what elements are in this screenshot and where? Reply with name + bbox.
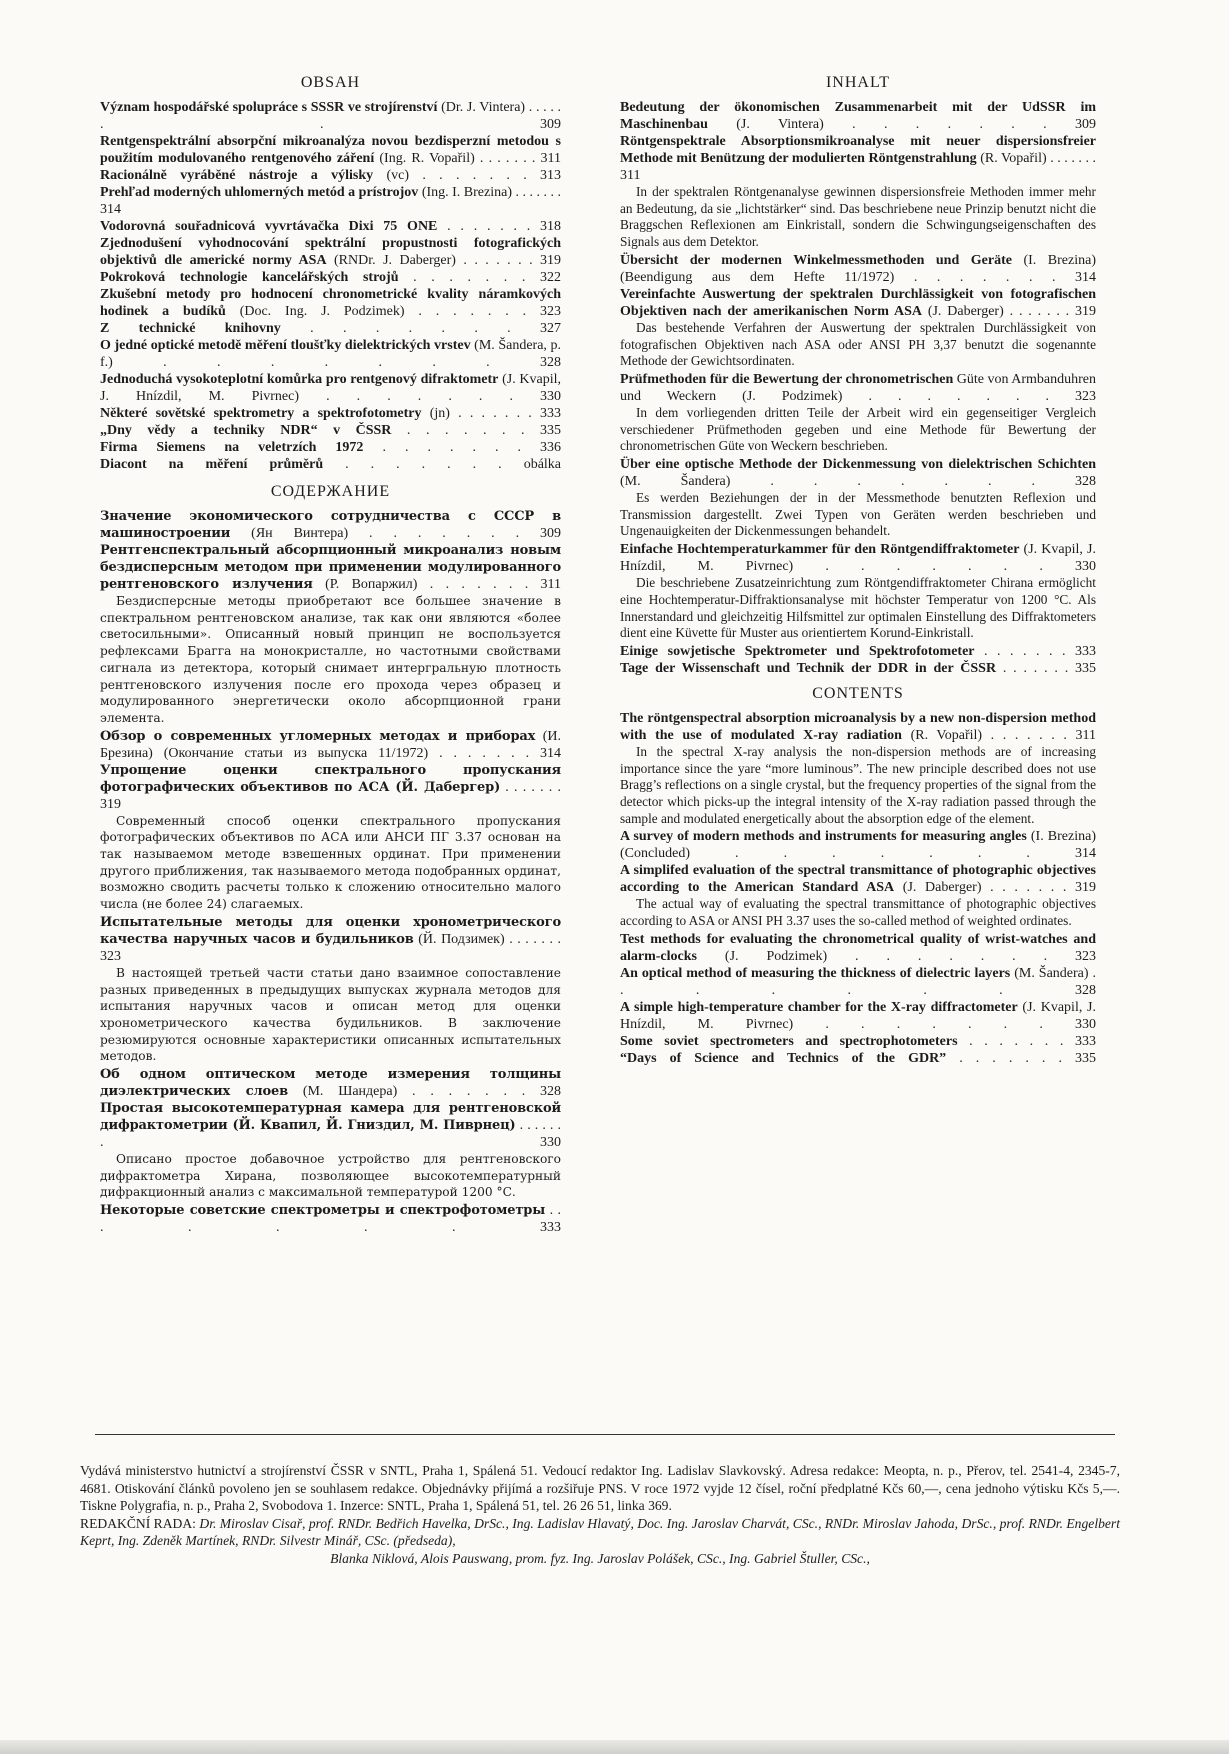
toc-entry-page: 314 bbox=[100, 202, 121, 217]
toc-entry-author: (M. Šandera, p. f.) bbox=[100, 338, 562, 370]
toc-entry: Z technické knihovny . . . . . . . 327 bbox=[100, 321, 561, 336]
toc-entry: Некоторые советские спектрометры и спектрофотометры . . . . . . . 333 bbox=[100, 1203, 562, 1236]
toc-entry-title: Z technické knihovny bbox=[100, 321, 281, 336]
toc-entry-page: 335 bbox=[540, 423, 562, 438]
toc-entry-abstract: Бездисперсные методы приобретают все большее значение в спектральном рентгеновском анализе, так как они являются «более светосильными». Описанный новый принцип не воспользуется рефлексами Брагга на монокристалле, но частотными свойствами сигнала из детектора, который снимает интергральную плотность рентгеновского излучения после его прохода через образец и модулированного энергетически около абсорпционной грани элемента. bbox=[100, 594, 561, 725]
toc-entry-title: Vereinfachte Auswertung der spektralen Durchlässigkeit von fotografischen Objektiven nach der amerikanischen Norm ASA bbox=[620, 286, 1096, 319]
toc-entry-page: 319 bbox=[1075, 880, 1097, 896]
toc-entry-page: 335 bbox=[1075, 1050, 1097, 1066]
contents-heading: CONTENTS bbox=[812, 684, 904, 702]
ru-list bbox=[100, 508, 561, 1236]
toc-entry: Vodorovná souřadnicová vyvrtávačka Dixi 75 ONE . . . . . . . 318 bbox=[100, 219, 562, 234]
toc-entry-title: „Dny vědy a techniky NDR“ v ČSSR bbox=[100, 423, 392, 438]
toc-entry-title: Упрощение оценки спектрального пропускания фотографических объективов по АСА (Й. Дабергер) bbox=[100, 762, 561, 795]
toc-entry-abstract: In dem vorliegenden dritten Teile der Arbeit wird ein gegenseitiger Vergleich verschiedener Prüfmethoden gegeben und eine Methode für Bewertung der chronometrischen Güte von Weckern beschrieben. bbox=[620, 404, 1096, 454]
toc-entry-author: (jn) bbox=[429, 406, 450, 421]
toc-entry: Racionálně vyráběné nástroje a výlisky (vc) . . . . . . . 313 bbox=[100, 168, 562, 183]
toc-entry: Firma Siemens na veletrzích 1972 . . . . . . . 336 bbox=[100, 440, 561, 455]
inhalt-heading: INHALT bbox=[825, 74, 891, 91]
toc-entry-abstract: In the spectral X-ray analysis the non-dispersion methods are of increasing importance since the yare “more luminous”. The new principle described does not use Bragg’s reflections on a single crystal, but the frequency properties of the signal from the detector which picks-up the integral intensity of the X-ray radiation passed through the sample and modulated energetically about the absorption edge of the element. bbox=[620, 743, 1096, 826]
toc-entry: Rentgenspektrální absorpční mikroanalýza novou bezdisperzní metodou s použitím modulovaného rentgenového záření (Ing. R. Vopařil) . . . . . . . 311 bbox=[100, 134, 562, 166]
toc-entry-title: Vodorovná souřadnicová vyvrtávačka Dixi 75 ONE bbox=[100, 219, 438, 234]
toc-entry: Tage der Wissenschaft und Technik der DDR in der ČSSR . . . . . . . 335 bbox=[620, 660, 1097, 676]
toc-entry: Рентгенспектральный абсорпционный микроанализ новым бездисперсным методом при применении модулированного рентгеновского излучения (Р. Вопаржил) . . . . . . . 311 bbox=[100, 543, 562, 592]
toc-entry-page: 328 bbox=[540, 1084, 561, 1100]
toc-entry-author: (Doc. Ing. J. Podzimek) bbox=[239, 304, 405, 319]
toc-entry-page: 333 bbox=[540, 1220, 561, 1236]
toc-entry-author: (М. Шандера) bbox=[302, 1084, 398, 1100]
toc-entry-title: O jedné optické metodě měření tloušťky dielektrických vrstev bbox=[100, 338, 471, 353]
toc-entry-page: 309 bbox=[540, 526, 562, 541]
toc-entry-page: 330 bbox=[540, 389, 562, 404]
toc-entry: Pokroková technologie kancelářských strojů . . . . . . . 322 bbox=[100, 270, 561, 285]
contents-list bbox=[620, 710, 1096, 1067]
toc-entry-title: Test methods for evaluating the chronometrical quality of wrist-watches and alarm-clocks bbox=[620, 931, 1096, 964]
toc-entry: A simple high-temperature chamber for the X-ray diffractometer (J. Kvapil, J. Hnízdil, M. Pivrnec) . . . . . . . 330 bbox=[620, 999, 1097, 1032]
toc-entry-page: 333 bbox=[1075, 643, 1096, 659]
toc-entry-author: (J. Kvapil, J. Hnízdil, M. Pivrnec) bbox=[100, 372, 562, 404]
toc-entry: Einfache Hochtemperaturkammer für den Röntgendiffraktometer (J. Kvapil, J. Hnízdil, M. Pivrnec) . . . . . . . 330 bbox=[620, 542, 1097, 575]
toc-entry-title: Rentgenspektrální absorpční mikroanalýza novou bezdisperzní metodou s použitím modulovaného rentgenového záření bbox=[100, 134, 561, 166]
toc-entry-title: Über eine optische Methode der Dickenmessung von dielektrischen Schichten bbox=[620, 457, 1096, 473]
toc-entry-page: obálka bbox=[523, 457, 562, 472]
toc-entry-title: A simplifed evaluation of the spectral transmittance of photographic objectives according to the American Standard ASA bbox=[620, 863, 1096, 896]
toc-entry-title: Röntgenspektrale Absorptionsmikroanalyse mit neuer dispersionsfreier Methode mit Benützung der modulierten Röntgenstrahlung bbox=[620, 134, 1096, 166]
toc-entry-page: 311 bbox=[540, 577, 562, 592]
toc-entry-author: (R. Vopařil) bbox=[910, 727, 983, 743]
toc-entry-title: An optical method of measuring the thickness of dielectric layers bbox=[620, 965, 1011, 981]
toc-entry: Обзор о современных угломерных методах и приборах (И. Брезина) (Окончание статьи из выпуска 11/1972) . . . . . . . 314 bbox=[100, 728, 562, 761]
toc-entry-author: (Ing. I. Brezina) bbox=[421, 185, 512, 200]
toc-entry-author: (Ing. R. Vopařil) bbox=[379, 151, 475, 166]
toc-entry-abstract: Современный способ оценки спектрального пропускания фотографических объективов по АСА или АНСИ ПГ 3.37 основан на так называемом методе взвешенных ординат. При применении другого приближения, так называемого метода подобранных ординат, возможно сводить расчеты только к сложению относительно малого числа (не более 24) слагаемых. bbox=[100, 813, 561, 912]
toc-entry: An optical method of measuring the thickness of dielectric layers (M. Šandera) . . . . . . . 328 bbox=[620, 965, 1097, 998]
toc-entry-page: 322 bbox=[540, 270, 561, 285]
toc-entry-author: Güte von Armbanduhren und Weckern (J. Podzimek) bbox=[620, 371, 1097, 404]
toc-entry: Zjednodušení vyhodnocování spektrální propustnosti fotografických objektivů dle americké normy ASA (RNDr. J. Daberger) . . . . . . . 319 bbox=[100, 236, 562, 268]
toc-entry-page: 319 bbox=[100, 796, 121, 812]
toc-entry: A simplifed evaluation of the spectral transmittance of photographic objectives according to the American Standard ASA (J. Daberger) . . . . . . . 319 bbox=[620, 863, 1097, 896]
toc-entry-page: 330 bbox=[1075, 559, 1097, 575]
toc-entry-page: 314 bbox=[1075, 846, 1096, 862]
toc-entry-title: The röntgenspectral absorption microanalysis by a new non-dispersion method with the use of modulated X-ray radiation bbox=[620, 710, 1096, 743]
toc-entry-abstract: Die beschriebene Zusatzeinrichtung zum Röntgendiffraktometer Chirana ermöglicht eine Hochtemperatur-Diffraktionsanalyse mit höchster Temperatur von 1200 °C. Als Innerstandard und gleichzeitig Hilfsmittel zur optimalen Einstellung des Diffraktometers dient eine Küvette für Muster aus orientiertem Korund-Einkristall. bbox=[620, 575, 1096, 641]
toc-entry-title: Bedeutung der ökonomischen Zusammenarbeit mit der UdSSR im Maschinenbau bbox=[620, 100, 1096, 132]
toc-entry: Об одном оптическом методе измерения толщины диэлектрических слоев (М. Шандера) . . . . . . . 328 bbox=[100, 1067, 561, 1100]
toc-entry-author: (J. Daberger) bbox=[902, 880, 982, 896]
toc-entry: Některé sovětské spektrometry a spektrofotometry (jn) . . . . . . . 333 bbox=[100, 406, 562, 421]
toc-entry-title: Übersicht der modernen Winkelmessmethoden und Geräte bbox=[620, 252, 1012, 268]
toc-entry-page: 318 bbox=[540, 219, 562, 234]
toc-entry-title: Pokroková technologie kancelářských strojů bbox=[100, 270, 399, 285]
toc-entry-author: (J. Kvapil, J. Hnízdil, M. Pivrnec) bbox=[620, 999, 1096, 1032]
toc-entry: Übersicht der modernen Winkelmessmethoden und Geräte (I. Brezina) (Beendigung aus dem Hefte 11/1972) . . . . . . . 314 bbox=[620, 252, 1096, 285]
toc-entry-page: 311 bbox=[1075, 727, 1096, 743]
toc-entry: Some soviet spectrometers and spectrophotometers . . . . . . . 333 bbox=[620, 1033, 1096, 1049]
scan-edge bbox=[0, 1740, 1229, 1754]
toc-entry-author: (RNDr. J. Daberger) bbox=[334, 253, 456, 268]
toc-entry: Zkušební metody pro hodnocení chronometrické kvality náramkových hodinek a budíků (Doc. Ing. J. Podzimek) . . . . . . . 323 bbox=[100, 287, 561, 319]
toc-entry-page: 314 bbox=[540, 745, 562, 761]
obsah-heading: OBSAH bbox=[300, 74, 361, 91]
toc-entry-author: (I. Brezina) (Concluded) bbox=[620, 829, 1096, 862]
board-members: Dr. Miroslav Cisař, prof. RNDr. Bedřich Havelka, DrSc., Ing. Ladislav Hlavatý, Doc. Ing. Jaroslav Charvát, CSc., RNDr. Miroslav Jahoda, DrSc., prof. RNDr. Engelbert Keprt, Ing. Zdeněk Martínek, RNDr. Silvestr Minář, CSc. (předseda), bbox=[80, 1515, 1120, 1548]
toc-entry: The röntgenspectral absorption microanalysis by a new non-dispersion method with the use of modulated X-ray radiation (R. Vopařil) . . . . . . . 311 bbox=[620, 710, 1096, 743]
toc-entry: Über eine optische Methode der Dickenmessung von dielektrischen Schichten (M. Šandera) . . . . . . . 328 bbox=[620, 457, 1097, 490]
toc-entry: Prüfmethoden für die Bewertung der chronometrischen Güte von Armbanduhren und Weckern (J. Podzimek) . . . . . . . 323 bbox=[620, 371, 1097, 404]
toc-entry-page: 330 bbox=[1075, 1016, 1097, 1032]
toc-entry-author: (Dr. J. Vintera) bbox=[441, 100, 526, 115]
toc-entry-title: Zjednodušení vyhodnocování spektrální propustnosti fotografických objektivů dle americké normy ASA bbox=[100, 236, 561, 268]
toc-entry-abstract: Das bestehende Verfahren der Auswertung der spektralen Durchlässigkeit von fotografischen Objektiven nach ASA oder ANSI PH 3,37 benutzt die sogenannte Methode der Gewichtsordinaten. bbox=[620, 319, 1096, 369]
toc-entry-author: (Ян Винтера) bbox=[251, 526, 349, 541]
toc-entry: Упрощение оценки спектрального пропускания фотографических объективов по АСА (Й. Дабергер) . . . . . . . 319 bbox=[100, 762, 561, 812]
toc-entry-page: 309 bbox=[1075, 117, 1096, 132]
toc-entry-title: Racionálně vyráběné nástroje a výlisky bbox=[100, 168, 374, 183]
toc-entry-page: 328 bbox=[1075, 474, 1097, 490]
toc-entry-author: (J. Podzimek) bbox=[724, 948, 828, 964]
toc-entry-title: Об одном оптическом методе измерения толщины диэлектрических слоев bbox=[100, 1067, 561, 1100]
toc-entry-title: Tage der Wissenschaft und Technik der DDR in der ČSSR bbox=[620, 660, 997, 676]
footer bbox=[80, 1462, 1120, 1567]
toc-entry-title: Zkušební metody pro hodnocení chronometrické kvality náramkových hodinek a budíků bbox=[100, 287, 561, 319]
toc-entry: Простая высокотемпературная камера для рентгеновской дифрактометрии (Й. Квапил, Й. Гниздил, М. Пиврнец) . . . . . . . 330 bbox=[100, 1101, 561, 1151]
toc-entry-author: (Й. Подзимек) bbox=[418, 931, 505, 947]
publisher-info: Vydává ministerstvo hutnictví a strojírenství ČSSR v SNTL, Praha 1, Spálená 51. Vedoucí redaktor Ing. Ladislav Slavkovský. Adresa redakce: Meopta, n. p., Přerov, tel. 2541-4, 2345-7, 4681. Otiskování článků povoleno jen se souhlasem redakce. Objednávky přijímá a rozšiřuje PNS. V roce 1972 vyjde 12 čísel, roční předplatné Kčs 60,—, cena jednoho výtisku Kčs 5,—. Tiskne Polygrafia, n. p., Praha 2, Svobodova 1. Inzerce: SNTL, Praha 1, Spálená 51, tel. 26 26 51, linka 369. bbox=[80, 1463, 1120, 1513]
toc-entry-title: Prehľad moderných uhlomerných metód a prístrojov bbox=[100, 185, 419, 200]
toc-entry-author: (J. Daberger) bbox=[927, 303, 1004, 319]
ru-heading: СОДЕРЖАНИЕ bbox=[270, 483, 391, 500]
toc-entry-page: 333 bbox=[540, 406, 562, 421]
toc-entry-title: Испытательные методы для оценки хронометрического качества наручных часов и будильников bbox=[100, 914, 561, 947]
toc-entry-title: A survey of modern methods and instruments for measuring angles bbox=[620, 829, 1027, 845]
toc-entry-page: 327 bbox=[540, 321, 561, 336]
toc-entry-page: 323 bbox=[100, 948, 121, 964]
toc-entry-page: 330 bbox=[540, 1135, 561, 1151]
toc-entry-title: Einige sowjetische Spektrometer und Spektrofotometer bbox=[620, 643, 975, 659]
toc-entry-title: Diacont na měření průměrů bbox=[100, 457, 324, 472]
toc-entry-title: “Days of Science and Technics of the GDR” bbox=[620, 1050, 947, 1066]
toc-entry-page: 328 bbox=[540, 355, 561, 370]
toc-entry: Test methods for evaluating the chronometrical quality of wrist-watches and alarm-clocks (J. Podzimek) . . . . . . . 323 bbox=[620, 931, 1097, 964]
toc-entry: Bedeutung der ökonomischen Zusammenarbeit mit der UdSSR im Maschinenbau (J. Vintera) . . . . . . . 309 bbox=[620, 100, 1096, 132]
toc-entry-title: Рентгенспектральный абсорпционный микроанализ новым бездисперсным методом при применении модулированного рентгеновского излучения bbox=[100, 543, 561, 592]
toc-entry-title: Firma Siemens na veletrzích 1972 bbox=[100, 440, 364, 455]
toc-entry-author: (Р. Вопаржил) bbox=[325, 577, 418, 592]
toc-entry-page: 323 bbox=[540, 304, 561, 319]
toc-entry: Vereinfachte Auswertung der spektralen Durchlässigkeit von fotografischen Objektiven nach der amerikanischen Norm ASA (J. Daberger) . . . . . . . 319 bbox=[620, 286, 1097, 319]
toc-entry-page: 335 bbox=[1075, 660, 1097, 676]
toc-entry-title: Prüfmethoden für die Bewertung der chronometrischen bbox=[620, 371, 954, 387]
footer-rule bbox=[95, 1434, 1115, 1435]
toc-entry-abstract: In der spektralen Röntgenanalyse gewinnen dispersionsfreie Methoden immer mehr an Bedeutung, da sie „lichtstärker“ sind. Das beschriebene neue Prinzip benutzt nicht die Braggschen Reflexionen am Einkristall, sondern die Schwingungseigenschaften des Signals aus dem Detektor. bbox=[620, 184, 1096, 250]
toc-entry-page: 311 bbox=[620, 168, 641, 183]
toc-entry-title: Einfache Hochtemperaturkammer für den Röntgendiffraktometer bbox=[620, 542, 1020, 558]
toc-entry: A survey of modern methods and instruments for measuring angles (I. Brezina) (Concluded) . . . . . . . 314 bbox=[620, 829, 1096, 862]
toc-entry-page: 309 bbox=[540, 117, 561, 132]
toc-entry-author: (vc) bbox=[386, 168, 409, 183]
toc-entry-abstract: В настоящей третьей части статьи дано взаимное сопоставление разных приведенных в предыдущих выпусках журнала методов для испытания наручных часов и описан метод для оценки хронометрического качества будильников. В заключение резюмируются основные характеристики описанных испытательных методов. bbox=[100, 965, 561, 1064]
toc-entry: Jednoduchá vysokoteplotní komůrka pro rentgenový difraktometr (J. Kvapil, J. Hnízdil, M. Pivrnec) . . . . . . . 330 bbox=[100, 372, 562, 404]
toc-entry: Röntgenspektrale Absorptionsmikroanalyse mit neuer dispersionsfreier Methode mit Benützung der modulierten Röntgenstrahlung (R. Vopařil) . . . . . . . 311 bbox=[620, 134, 1097, 183]
toc-entry: Diacont na měření průměrů . . . . . . . obálka bbox=[100, 457, 562, 472]
toc-entry-title: Some soviet spectrometers and spectrophotometers bbox=[620, 1033, 958, 1049]
toc-entry-page: 333 bbox=[1075, 1033, 1096, 1049]
toc-entry-title: Význam hospodářské spolupráce s SSSR ve strojírenství bbox=[100, 100, 438, 115]
toc-entry-title: A simple high-temperature chamber for the X-ray diffractometer bbox=[620, 999, 1018, 1015]
toc-entry-title: Значение экономического сотрудничества с СССР в машиностроении bbox=[100, 509, 561, 541]
toc-entry-page: 323 bbox=[1075, 948, 1097, 964]
toc-entry-author: (I. Brezina) (Beendigung aus dem Hefte 11/1972) bbox=[620, 252, 1096, 285]
toc-entry-title: Простая высокотемпературная камера для рентгеновской дифрактометрии (Й. Квапил, Й. Гниздил, М. Пиврнец) bbox=[100, 1101, 561, 1134]
toc-entry-author: (J. Vintera) bbox=[736, 117, 824, 132]
board-label: REDAKČNÍ RADA: bbox=[80, 1515, 196, 1531]
obsah-list bbox=[100, 99, 561, 473]
toc-entry: Значение экономического сотрудничества с СССР в машиностроении (Ян Винтера) . . . . . . . 309 bbox=[100, 509, 562, 541]
toc-entry: Испытательные методы для оценки хронометрического качества наручных часов и будильников (Й. Подзимек) . . . . . . . 323 bbox=[100, 914, 562, 964]
toc-entry-title: Některé sovětské spektrometry a spektrofotometry bbox=[100, 406, 422, 421]
right-column bbox=[620, 70, 1096, 1067]
toc-entry-abstract: Описано простое добавочное устройство для рентгеновского дифрактометра Хирана, позволяющее высокотемпературный дифракционный анализ с максимальной температурой 1200 °С. bbox=[100, 1152, 561, 1200]
toc-entry-author: (И. Брезина) (Окончание статьи из выпуска 11/1972) bbox=[100, 728, 561, 761]
toc-entry: O jedné optické metodě měření tloušťky dielektrických vrstev (M. Šandera, p. f.) . . . . . . . 328 bbox=[100, 338, 562, 370]
toc-entry-page: 311 bbox=[540, 151, 562, 166]
toc-entry-page: 323 bbox=[1075, 388, 1096, 404]
toc-entry-page: 319 bbox=[1075, 303, 1097, 319]
toc-entry-page: 314 bbox=[1075, 269, 1096, 285]
toc-entry-page: 313 bbox=[540, 168, 562, 183]
toc-entry-page: 319 bbox=[540, 253, 562, 268]
left-column bbox=[100, 70, 561, 1236]
toc-entry: “Days of Science and Technics of the GDR” . . . . . . . 335 bbox=[620, 1050, 1097, 1066]
toc-entry-author: (M. Šandera) bbox=[620, 474, 731, 490]
toc-entry-author: (M. Šandera) bbox=[1014, 965, 1089, 981]
toc-entry: Význam hospodářské spolupráce s SSSR ve strojírenství (Dr. J. Vintera) . . . . . . . 309 bbox=[100, 100, 562, 132]
toc-entry-abstract: Es werden Beziehungen der in der Messmethode benutzten Reflexion und Transmission dargestellt. Zwei Typen von Geräten werden beschrieben und Ungenauigkeiten der Dickenmessungen behandelt. bbox=[620, 490, 1096, 539]
toc-entry-page: 328 bbox=[1075, 982, 1096, 998]
toc-entry-abstract: The actual way of evaluating the spectral transmittance of photographic objectives according to ASA or ANSI PH 3.37 uses the so-called method of weighted ordinates. bbox=[620, 896, 1096, 929]
toc-entry: Einige sowjetische Spektrometer und Spektrofotometer . . . . . . . 333 bbox=[620, 643, 1096, 659]
toc-entry-author: (J. Kvapil, J. Hnízdil, M. Pivrnec) bbox=[620, 542, 1096, 575]
board-members-last: Blanka Niklová, Alois Pauswang, prom. fyz. Ing. Jaroslav Polášek, CSc., Ing. Gabriel Štuller, CSc., bbox=[330, 1550, 870, 1566]
inhalt-list bbox=[620, 99, 1096, 677]
toc-entry: Prehľad moderných uhlomerných metód a prístrojov (Ing. I. Brezina) . . . . . . . 314 bbox=[100, 185, 561, 217]
editorial-board bbox=[80, 1515, 1120, 1550]
toc-entry: „Dny vědy a techniky NDR“ v ČSSR . . . . . . . 335 bbox=[100, 423, 562, 438]
toc-entry-title: Некоторые советские спектрометры и спектрофотометры bbox=[100, 1203, 546, 1219]
toc-entry-title: Обзор о современных угломерных методах и приборах bbox=[100, 728, 536, 744]
toc-entry-page: 336 bbox=[540, 440, 561, 455]
toc-entry-author: (R. Vopařil) bbox=[980, 151, 1047, 166]
toc-entry-title: Jednoduchá vysokoteplotní komůrka pro rentgenový difraktometr bbox=[100, 372, 499, 387]
